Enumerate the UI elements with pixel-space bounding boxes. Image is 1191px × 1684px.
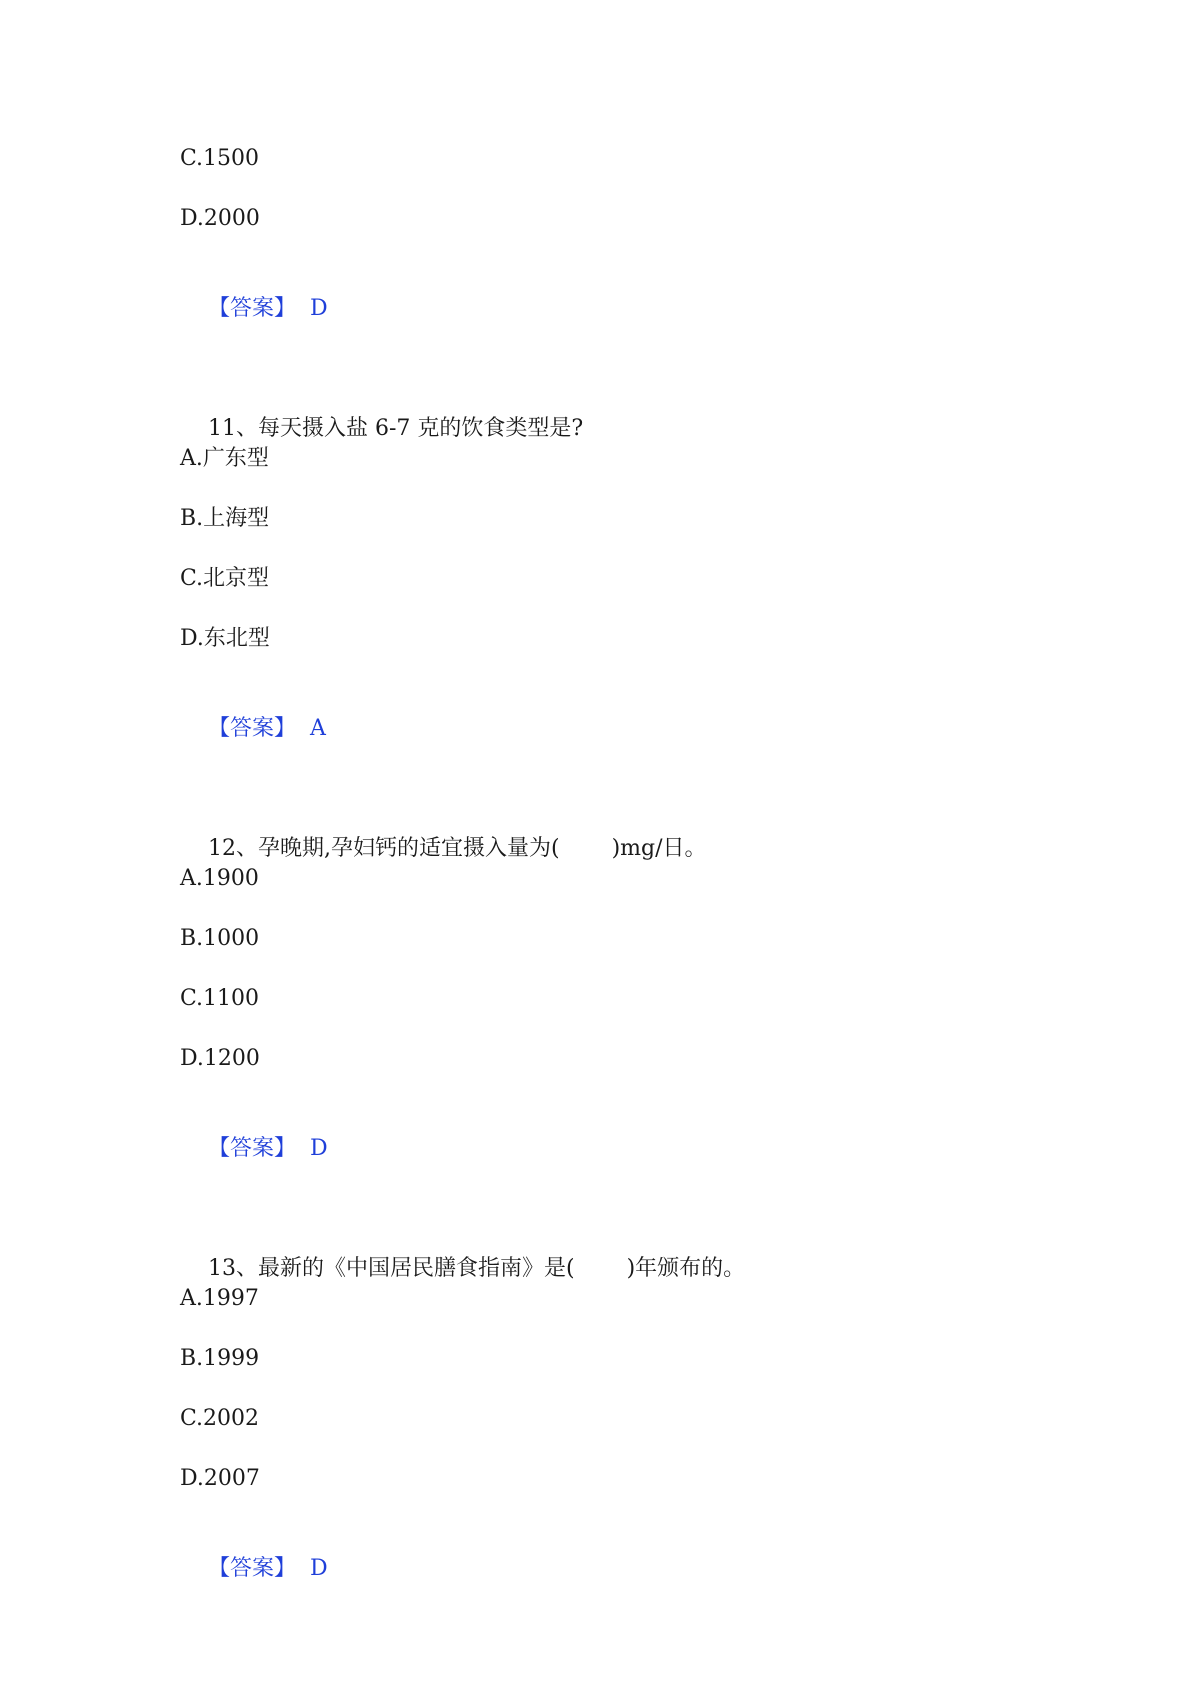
option-c: C.2002 [180, 1406, 260, 1431]
answer-line [180, 1104, 328, 1194]
question-number: 11、 [207, 416, 258, 441]
answer-label: 【答案】 [207, 1556, 296, 1581]
answer-label: 【答案】 [207, 1136, 296, 1161]
question-text-before: 孕晚期,孕妇钙的适宜摄入量为( [257, 836, 560, 861]
question-text-after: )年颁布的。 [626, 1256, 746, 1281]
answer-value: D [310, 296, 328, 321]
option-c: C.北京型 [180, 566, 270, 591]
option-d: D.2007 [180, 1466, 260, 1491]
option-b: B.1000 [180, 926, 260, 951]
option-a: A.1997 [180, 1286, 259, 1311]
option-a: A.广东型 [180, 446, 269, 471]
option-b: B.上海型 [180, 506, 270, 531]
answer-line [180, 1524, 328, 1614]
option-d: D.东北型 [180, 626, 270, 651]
option-b: B.1999 [180, 1346, 260, 1371]
question-text-before: 最新的《中国居民膳食指南》是( [257, 1256, 575, 1281]
question-text: 每天摄入盐 6-7 克的饮食类型是? [257, 416, 584, 441]
answer-value: A [310, 716, 326, 741]
question-text-after: )mg/日。 [611, 836, 707, 861]
option-c: C.1500 [180, 146, 260, 171]
question-number: 13、 [207, 1256, 258, 1281]
answer-label: 【答案】 [207, 716, 296, 741]
option-c: C.1100 [180, 986, 260, 1011]
answer-line [180, 684, 326, 774]
answer-value: D [310, 1136, 328, 1161]
answer-line [180, 264, 328, 354]
question-13-stem [180, 1224, 745, 1314]
option-d: D.1200 [180, 1046, 260, 1071]
option-a: A.1900 [180, 866, 259, 891]
option-d: D.2000 [180, 206, 260, 231]
answer-label: 【答案】 [207, 296, 296, 321]
question-number: 12、 [207, 836, 258, 861]
answer-value: D [310, 1556, 328, 1581]
